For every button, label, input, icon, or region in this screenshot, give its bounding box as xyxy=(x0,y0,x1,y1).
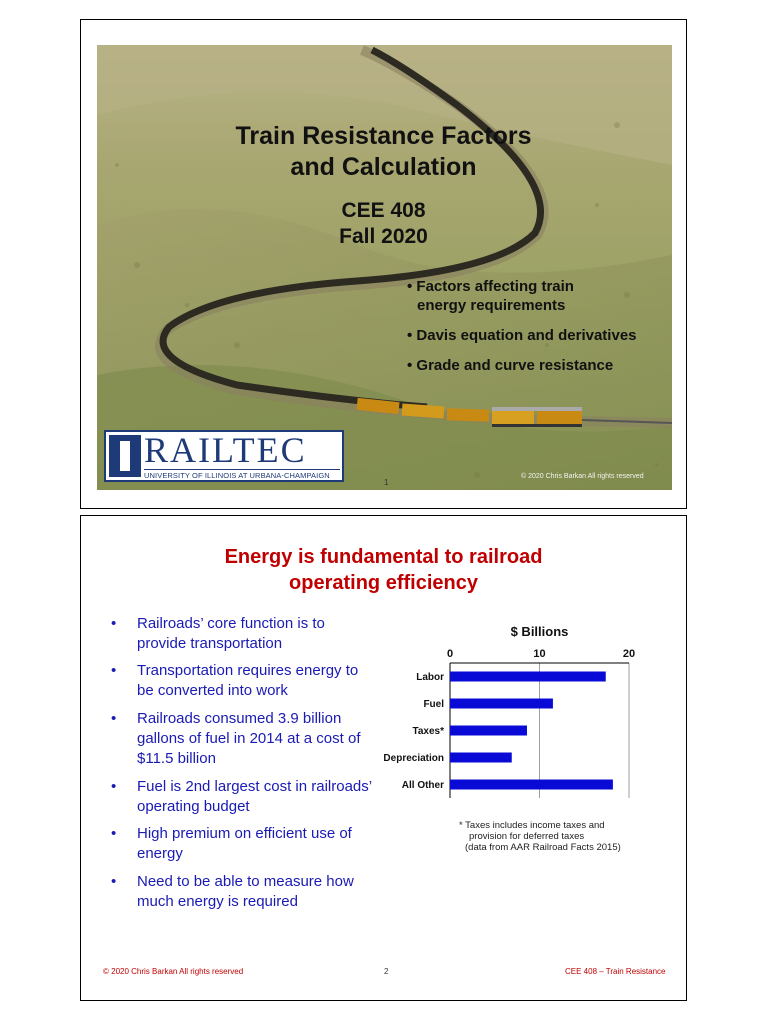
bullet-text: High premium on efficient use of energy xyxy=(137,825,352,862)
bullet-text: Fuel is 2nd largest cost in railroads’ operating budget xyxy=(137,778,372,815)
bullet-dot: • xyxy=(111,710,117,727)
category-label: Labor xyxy=(416,672,444,683)
slide-1-bullet-continuation: energy requirements xyxy=(417,297,566,314)
bullet-dot: • xyxy=(111,825,117,842)
x-tick-label: 10 xyxy=(533,648,546,660)
slide-2-title xyxy=(81,544,686,596)
category-label: Taxes* xyxy=(412,726,444,737)
slide-1-bullet: • Davis equation and derivatives xyxy=(407,327,637,344)
slide-1-bullet: • Grade and curve resistance xyxy=(407,357,614,374)
footnote-line: provision for deferred taxes xyxy=(469,831,585,842)
railtec-wordmark: RAILTEC xyxy=(144,430,307,470)
category-label: All Other xyxy=(401,780,444,791)
footnote-source: (data from AAR Railroad Facts 2015) xyxy=(465,842,621,853)
railtec-logo xyxy=(104,430,344,482)
bullet-text: Transportation requires energy to be converted into work xyxy=(137,662,359,699)
slide-2 xyxy=(80,515,687,1001)
bar xyxy=(450,672,606,682)
bullet-dot: • xyxy=(111,873,117,890)
course-term: Fall 2020 xyxy=(339,225,428,248)
course-code: CEE 408 xyxy=(341,199,426,222)
bar xyxy=(450,753,512,763)
slide-1 xyxy=(80,19,687,509)
railtec-subtitle: UNIVERSITY OF ILLINOIS AT URBANA-CHAMPAIGN xyxy=(144,469,340,480)
chart-footnote xyxy=(459,820,621,853)
slide-1-copyright: © 2020 Chris Barkan All rights reserved xyxy=(521,473,644,480)
bullet-dot: • xyxy=(111,615,117,632)
slide-2-title-line-2: operating efficiency xyxy=(289,572,478,594)
bullet-text: Railroads consumed 3.9 billion gallons of fuel in 2014 at a cost of $11.5 billion xyxy=(137,710,361,767)
slide-1-title-line-2: and Calculation xyxy=(290,153,477,181)
bar xyxy=(450,699,553,709)
bullet-text: Need to be able to measure how much energy is required xyxy=(137,873,354,910)
bullet-text: Railroads’ core function is to provide transportation xyxy=(137,615,325,652)
slide-2-copyright: © 2020 Chris Barkan All rights reserved xyxy=(103,967,244,976)
category-label: Fuel xyxy=(423,699,444,710)
chart-title: $ Billions xyxy=(510,624,569,639)
train-landscape-photo xyxy=(97,45,672,490)
bar xyxy=(450,780,613,790)
x-tick-label: 20 xyxy=(622,648,636,660)
illinois-i-icon xyxy=(109,435,141,477)
slide-2-page-number: 2 xyxy=(384,967,389,976)
slide-2-course-footer: CEE 408 – Train Resistance xyxy=(565,967,666,976)
x-tick-label: 0 xyxy=(446,648,454,660)
slide-1-title-line-1: Train Resistance Factors xyxy=(235,122,532,150)
slide-1-bullet: • Factors affecting train xyxy=(407,278,574,295)
bullet-dot: • xyxy=(111,778,117,795)
slide-1-page-number: 1 xyxy=(384,478,389,487)
bullet-dot: • xyxy=(111,662,117,679)
category-label: Depreciation xyxy=(383,753,444,764)
bar xyxy=(450,726,527,736)
footnote-line: * Taxes includes income taxes and xyxy=(459,820,605,831)
slide-2-title-line-1: Energy is fundamental to railroad xyxy=(224,546,543,568)
